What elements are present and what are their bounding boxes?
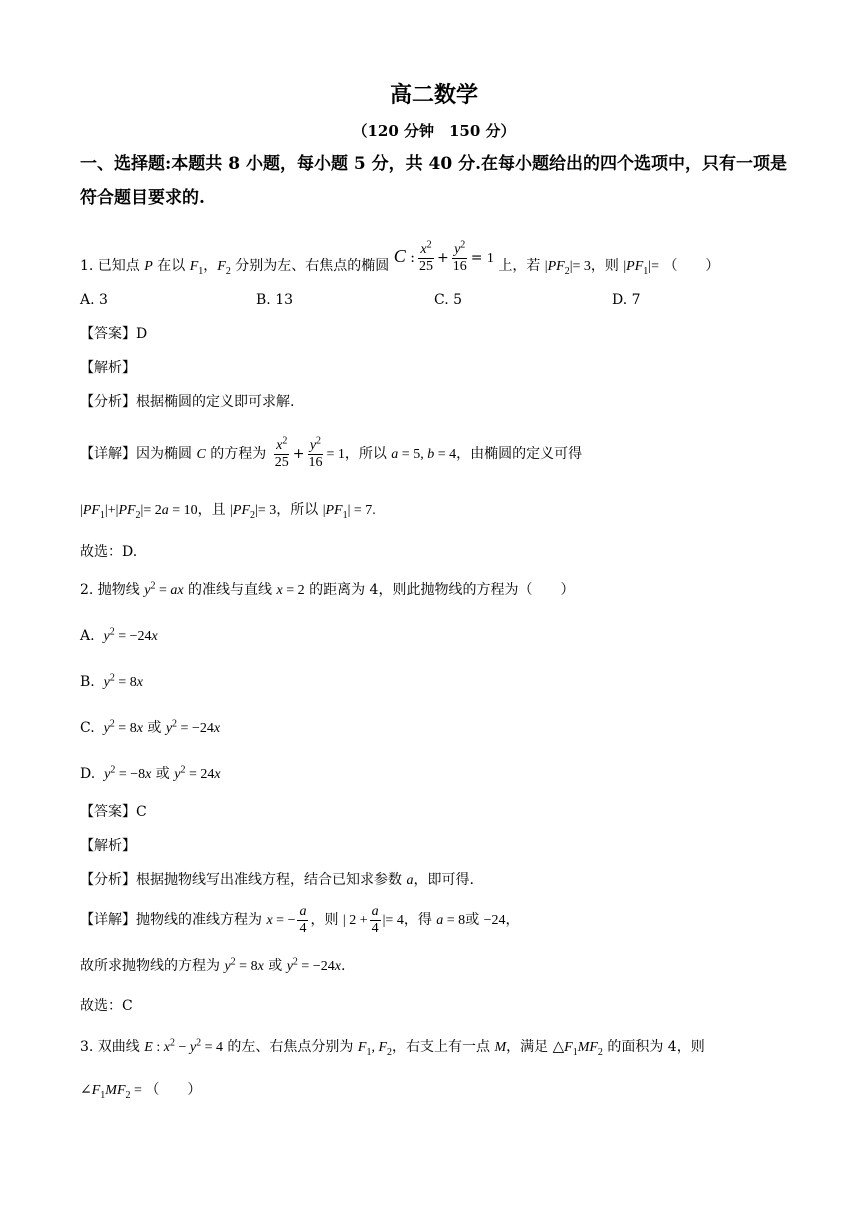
question-3: 3. 双曲线 E : $x^2 - y^2 = 4$ 的左、右焦点分别为 $F_1$, $F_2$，右支上有一点 M，满足 $\triangle F_1MF_2$ 的面积为 4，则 — [80, 1037, 705, 1058]
q1-conclusion: 故选：D. — [80, 544, 138, 560]
q1-answer: 【答案】D — [80, 326, 148, 342]
q2-detail: 【详解】抛物线的准线方程为 x = − $\frac{a}{4}$ ，则 | 2 + $\frac{a}{4}$ |= 4，得 a = 8或 −24， — [80, 903, 520, 936]
page-subtitle: （120 分钟 150 分） — [352, 122, 516, 140]
q2-option-d: D. $y^2 = -8x$ 或 $y^2 = 24x$ — [80, 764, 221, 782]
section-heading-cont: 符合题目要求的. — [80, 188, 205, 208]
section-heading: 一、选择题:本题共 8 小题，每小题 5 分，共 40 分.在每小题给出的四个选项中，只有一项是 — [80, 154, 788, 174]
q1-jiexi: 【解析】 — [80, 360, 136, 376]
q2-detail-2: 故所求抛物线的方程为 $y^2 = 8x$ 或 $y^2 = -24x$. — [80, 956, 346, 974]
q2-option-b: B. $y^2 = 8x$ — [80, 672, 143, 690]
page-title — [0, 78, 868, 109]
q1-fenxi: 【分析】根据椭圆的定义即可求解. — [80, 394, 295, 410]
q2-fenxi: 【分析】根据抛物线写出准线方程，结合已知求参数 a，即可得. — [80, 872, 474, 888]
q1-option-d: D. 7 — [612, 292, 641, 308]
q2-option-c: C. $y^2 = 8x$ 或 $y^2 = -24x$ — [80, 718, 221, 736]
q1-detail-2: $|PF_1|+|PF_2|= 2a = 10$，且 $|PF_2|= 3$，所以 $|PF_1| = 7$. — [80, 502, 376, 521]
question-2: 2. 抛物线 $y^2$ = ax 的准线与直线 x = 2 的距离为 4，则此抛物线的方程为（ ） — [80, 580, 575, 598]
q1-option-b: B. 13 — [256, 292, 294, 308]
q2-jiexi: 【解析】 — [80, 838, 136, 854]
q2-conclusion: 故选：C — [80, 998, 133, 1014]
q1-option-a: A. 3 — [80, 292, 108, 308]
question-3-cont: $\angle F_1MF_2$ = （ ） — [80, 1082, 202, 1101]
q1-detail: 【详解】因为椭圆 C 的方程为 $\frac{x^2}{25}$ + $\frac{y^2}{16}$ = 1，所以 a = 5, b = 4，由椭圆的定义可得 — [80, 434, 583, 470]
ellipse-equation: C : $\frac{x^2}{25}$ + $\frac{y^2}{16}$ = 1 — [393, 238, 494, 274]
title-text: 高二数学 — [389, 82, 478, 108]
q2-answer: 【答案】C — [80, 804, 147, 820]
q1-option-c: C. 5 — [434, 292, 463, 308]
q2-option-a: A. $y^2 = -24x$ — [80, 626, 158, 644]
question-1: 1. 已知点 P 在以 $F_1$，$F_2$ 分别为左、右焦点的椭圆 C : $\frac{x^2}{25}$ + $\frac{y^2}{16}$ = 1 上，若 $|PF_2|= 3$，则 $|PF_1|=$ （ ） — [80, 238, 720, 277]
